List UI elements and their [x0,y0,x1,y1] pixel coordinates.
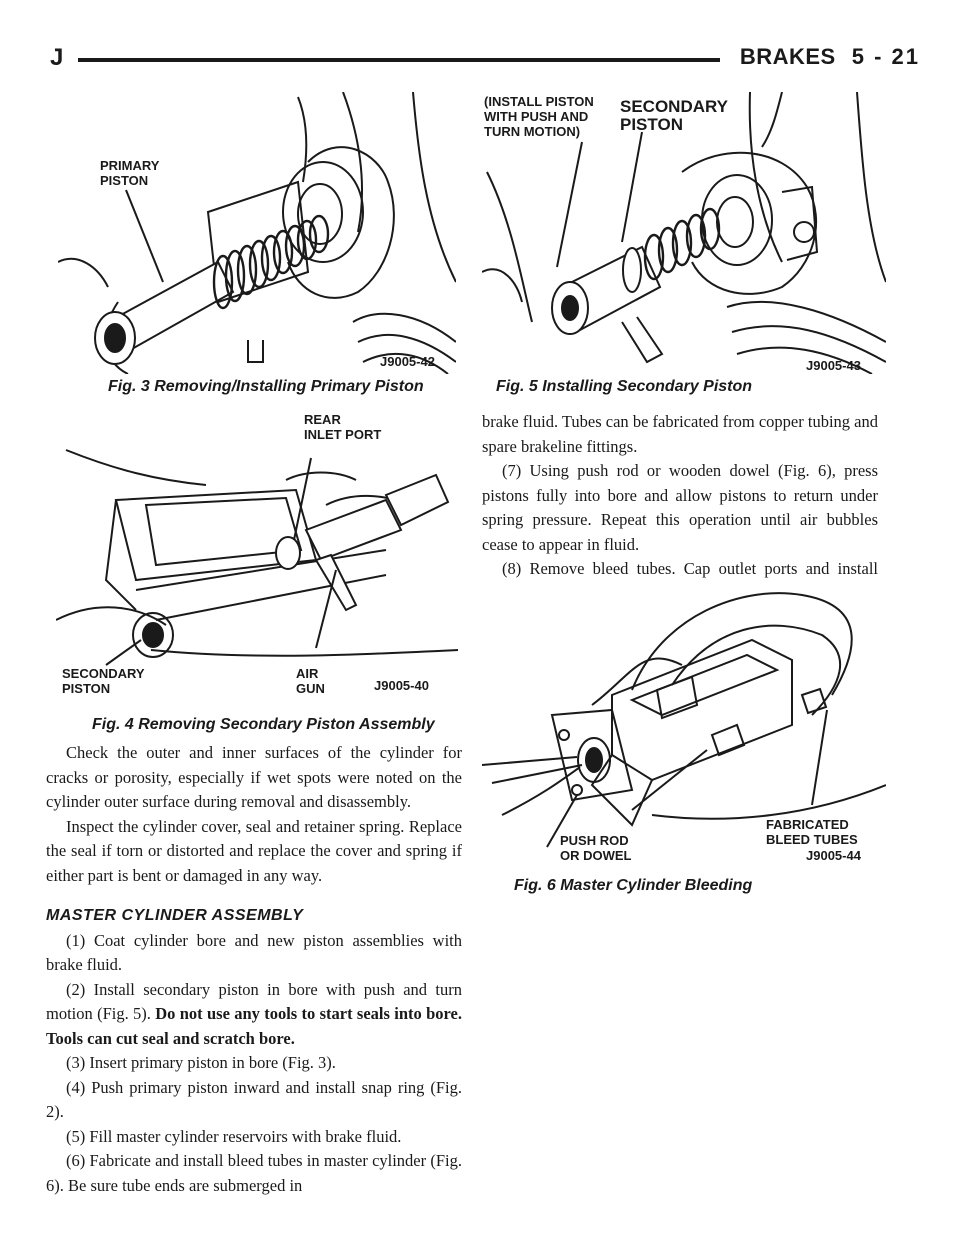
figure-6-code: J9005-44 [806,848,861,863]
assembly-step-6: (6) Fabricate and install bleed tubes in master cylinder (Fig. 6). Be sure tube ends are submerged in [46,1151,462,1195]
figure-3-caption: Fig. 3 Removing/Installing Primary Piston [108,378,424,395]
header-page-number: 5 - 21 [851,44,920,69]
figure-6 [482,585,886,863]
figure-4-air-label-line-2: GUN [296,681,325,696]
assembly-step-3: (3) Insert primary piston in bore (Fig. 3). [66,1053,336,1072]
figure-3-label-line-1: PRIMARY [100,158,160,173]
figure-6-tubes-label-line-2: BLEED TUBES [766,832,858,847]
figure-6-caption: Fig. 6 Master Cylinder Bleeding [514,877,753,894]
assembly-step-2-text: (2) Install secondary piston in bore with push and turn motion (Fig. 5). [46,979,462,1023]
figure-5-install-label-line-1: (INSTALL PISTON [484,94,594,109]
figure-5 [482,92,886,374]
inspection-paragraph-2: Inspect the cylinder cover, seal and retainer spring. Replace the seal if torn or distorted and replace the cover and spring if either part is bent or damaged in any way. [46,816,462,885]
header-section-title: BRAKES [739,44,836,69]
figure-4-rear-label-line-2: INLET PORT [304,427,382,442]
right-column-text [482,410,878,606]
assembly-step-2 [46,978,462,1052]
inspection-paragraph-1: Check the outer and inner surfaces of the cylinder for cracks or porosity, especially if wet spots were noted on the cylinder outer surface during removal and disassembly. [46,743,462,811]
right-column-paragraph-1: brake fluid. Tubes can be fabricated from copper tubing and spare brakeline fittings. [482,412,878,456]
figure-6-tubes-label-line-1: FABRICATED [766,817,849,832]
figure-5-secondary-label [620,98,728,134]
assembly-step-4: (4) Push primary piston inward and install snap ring (Fig. 2). [46,1077,462,1121]
figure-3-code: J9005-42 [380,354,435,369]
left-column-text [46,741,462,1198]
figure-3-label [100,158,159,188]
figure-4-secondary-label [62,666,145,696]
figure-6-tubes-label [766,817,858,847]
header-rule [78,58,720,62]
figure-3 [58,92,456,374]
figure-6-push-label-line-1: PUSH ROD [560,833,629,848]
figure-4-rear-label [304,412,381,442]
figure-4-code: J9005-40 [374,678,429,693]
figure-4-secondary-label-line-2: PISTON [62,681,111,696]
figure-4-air-label-line-1: AIR [296,666,319,681]
figure-6-push-label-line-2: OR DOWEL [560,848,632,863]
assembly-step-7: (7) Using push rod or wooden dowel (Fig. 6), press pistons fully into bore and allow pistons to return under spring pressure. Repeat this operation until air bubbles cease to appear in fluid. [482,461,878,554]
assembly-step-8: (8) Remove bleed tubes. Cap outlet ports and install [502,559,878,578]
figure-3-label-line-2: PISTON [100,173,149,188]
figure-4 [56,410,458,700]
figure-4-caption: Fig. 4 Removing Secondary Piston Assembly [92,716,435,733]
figure-4-illustration [56,410,458,700]
figure-5-code: J9005-43 [806,358,861,373]
figure-4-rear-label-line-1: REAR [304,412,341,427]
figure-5-install-label-line-3: TURN MOTION) [484,124,581,139]
figure-6-push-label [560,833,632,863]
figure-4-air-label [296,666,325,696]
figure-5-secondary-label-line-2: PISTON [620,115,683,134]
section-heading-master-cylinder-assembly: MASTER CYLINDER ASSEMBLY [46,907,304,924]
header-left-mark: J [50,44,64,71]
figure-5-install-label [484,94,594,139]
figure-5-install-label-line-2: WITH PUSH AND [484,109,589,124]
assembly-step-5: (5) Fill master cylinder reservoirs with brake fluid. [66,1126,402,1146]
page-header [50,40,920,80]
figure-4-secondary-label-line-1: SECONDARY [62,666,145,681]
header-section [740,44,920,70]
figure-5-caption: Fig. 5 Installing Secondary Piston [496,378,753,395]
figure-3-illustration [58,92,456,374]
figure-5-secondary-label-line-1: SECONDARY [620,97,728,116]
assembly-step-1: (1) Coat cylinder bore and new piston assemblies with brake fluid. [46,930,462,974]
assembly-step-2-warning: Do not use any tools to start seals into bore. Tools can cut seal and scratch bore. [46,1004,462,1048]
